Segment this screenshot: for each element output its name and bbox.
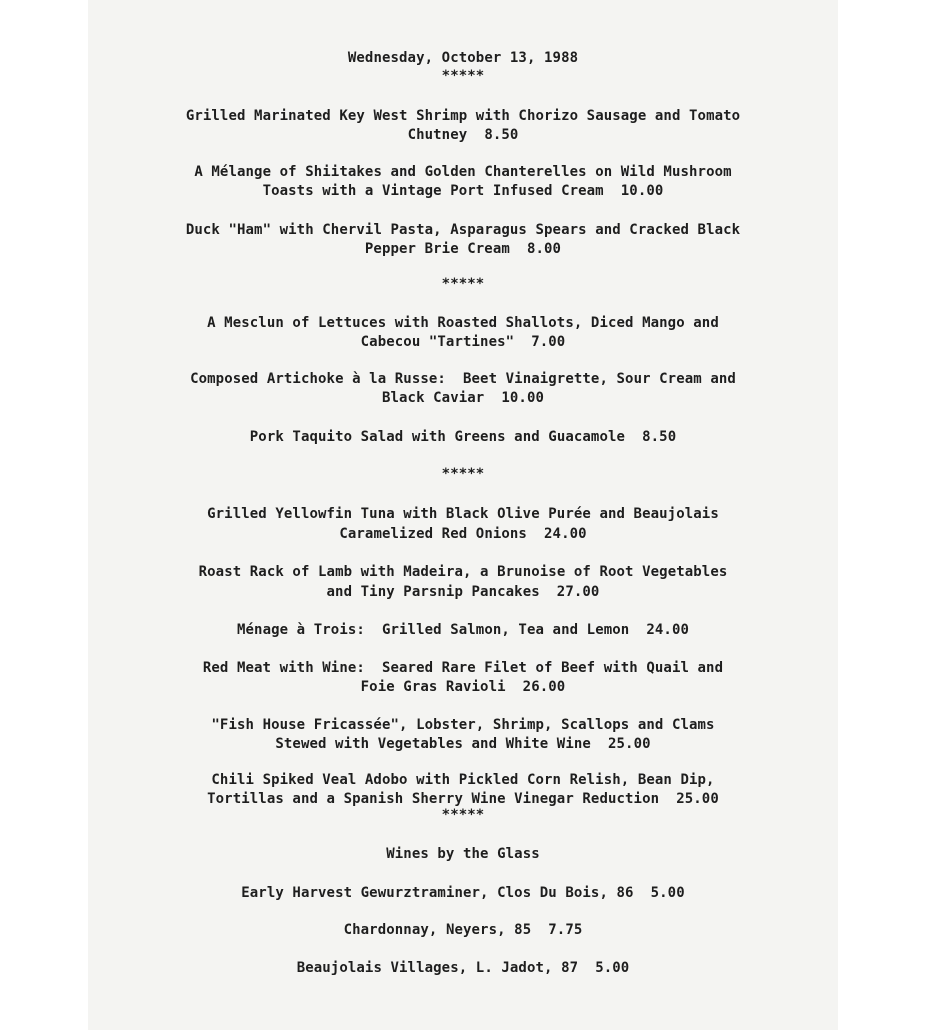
entree-1-line1: Grilled Yellowfin Tuna with Black Olive Purée and Beaujolais [207, 506, 719, 522]
salad-2-line2: Black Caviar 10.00 [381, 390, 545, 406]
menu-date: Wednesday, October 13, 1988 [347, 50, 579, 66]
entree-2-line1: Roast Rack of Lamb with Madeira, a Brunoise of Root Vegetables [198, 564, 728, 580]
section-divider: ***** [441, 466, 485, 482]
section-divider: ***** [441, 68, 485, 84]
appetizer-1-line2: Chutney 8.50 [407, 127, 519, 143]
appetizer-3-line1: Duck "Ham" with Chervil Pasta, Asparagus Spears and Cracked Black [185, 222, 741, 238]
entree-4-line1: Red Meat with Wine: Seared Rare Filet of Beef with Quail and [202, 660, 724, 676]
entree-5-line1: "Fish House Fricassée", Lobster, Shrimp, Scallops and Clams [211, 717, 715, 733]
entree-4-line2: Foie Gras Ravioli 26.00 [360, 679, 566, 695]
wine-3: Beaujolais Villages, L. Jadot, 87 5.00 [296, 960, 630, 976]
section-divider: ***** [441, 276, 485, 292]
salad-1-line1: A Mesclun of Lettuces with Roasted Shallots, Diced Mango and [207, 315, 719, 331]
salad-1-line2: Cabecou "Tartines" 7.00 [360, 334, 566, 350]
entree-5-line2: Stewed with Vegetables and White Wine 25.00 [275, 736, 651, 752]
entree-1-line2: Caramelized Red Onions 24.00 [339, 526, 587, 542]
section-divider: ***** [441, 807, 485, 823]
wine-2: Chardonnay, Neyers, 85 7.75 [343, 922, 583, 938]
appetizer-3-line2: Pepper Brie Cream 8.00 [364, 241, 562, 257]
appetizer-2-line2: Toasts with a Vintage Port Infused Cream 10.00 [262, 183, 664, 199]
wine-1: Early Harvest Gewurztraminer, Clos Du Bois, 86 5.00 [241, 885, 685, 901]
appetizer-1-line1: Grilled Marinated Key West Shrimp with Chorizo Sausage and Tomato [185, 108, 741, 124]
salad-2-line1: Composed Artichoke à la Russe: Beet Vinaigrette, Sour Cream and [190, 371, 736, 387]
entree-6-line2: Tortillas and a Spanish Sherry Wine Vinegar Reduction 25.00 [207, 791, 719, 807]
wines-heading: Wines by the Glass [386, 846, 540, 862]
entree-2-line2: and Tiny Parsnip Pancakes 27.00 [326, 584, 600, 600]
salad-3-line1: Pork Taquito Salad with Greens and Guacamole 8.50 [249, 429, 677, 445]
entree-6-line1: Chili Spiked Veal Adobo with Pickled Corn Relish, Bean Dip, [211, 772, 715, 788]
appetizer-2-line1: A Mélange of Shiitakes and Golden Chanterelles on Wild Mushroom [194, 164, 732, 180]
entree-3-line1: Ménage à Trois: Grilled Salmon, Tea and Lemon 24.00 [236, 622, 690, 638]
